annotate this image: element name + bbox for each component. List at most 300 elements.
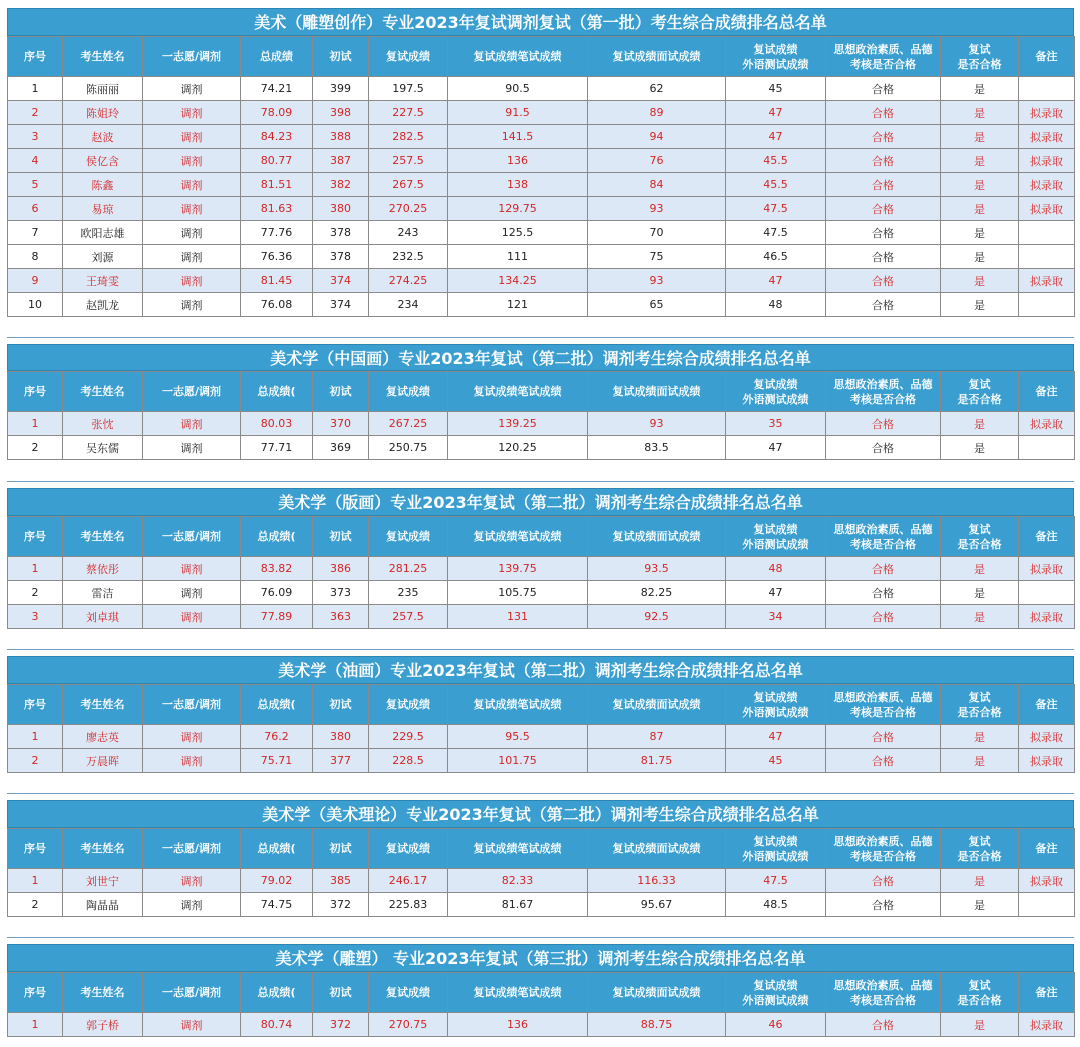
cell-col-interview: 92.5 — [588, 605, 726, 629]
cell-col-political: 合格 — [826, 1013, 941, 1037]
cell-col-total: 79.02 — [241, 869, 313, 893]
header-col-prelim: 初试 — [313, 517, 369, 557]
cell-col-remark: 拟录取 — [1019, 125, 1075, 149]
cell-col-remark — [1019, 245, 1075, 269]
cell-col-choice: 调剂 — [143, 749, 241, 773]
cell-col-total: 81.45 — [241, 269, 313, 293]
cell-col-written: 82.33 — [448, 869, 588, 893]
cell-col-choice: 调剂 — [143, 581, 241, 605]
cell-col-retest: 270.25 — [369, 197, 448, 221]
cell-col-written: 105.75 — [448, 581, 588, 605]
table-row — [8, 269, 1075, 293]
header-col-name: 考生姓名 — [63, 685, 143, 725]
cell-col-political: 合格 — [826, 197, 941, 221]
cell-col-political: 合格 — [826, 101, 941, 125]
cell-col-total: 74.21 — [241, 77, 313, 101]
cell-col-written: 136 — [448, 1013, 588, 1037]
header-col-interview: 复试成绩面试成绩 — [588, 517, 726, 557]
cell-col-language: 35 — [726, 412, 826, 436]
cell-col-seq: 10 — [8, 293, 63, 317]
cell-col-total: 76.2 — [241, 725, 313, 749]
cell-col-total: 77.89 — [241, 605, 313, 629]
table-row — [8, 869, 1075, 893]
header-col-name: 考生姓名 — [63, 973, 143, 1013]
table-row — [8, 436, 1075, 460]
cell-col-prelim: 398 — [313, 101, 369, 125]
header-col-total: 总成绩( — [241, 372, 313, 412]
cell-col-interview: 75 — [588, 245, 726, 269]
cell-col-pass: 是 — [941, 293, 1019, 317]
cell-col-pass: 是 — [941, 605, 1019, 629]
table-header-row — [8, 973, 1075, 1013]
score-section-5 — [7, 800, 1074, 917]
cell-col-total: 76.36 — [241, 245, 313, 269]
table-row — [8, 293, 1075, 317]
cell-col-name: 陶晶晶 — [63, 893, 143, 917]
score-section-4 — [7, 656, 1074, 773]
header-col-prelim: 初试 — [313, 973, 369, 1013]
cell-col-total: 78.09 — [241, 101, 313, 125]
table-row — [8, 749, 1075, 773]
cell-col-remark — [1019, 893, 1075, 917]
cell-col-choice: 调剂 — [143, 125, 241, 149]
cell-col-political: 合格 — [826, 149, 941, 173]
header-col-choice: 一志愿/调剂 — [143, 829, 241, 869]
cell-col-retest: 282.5 — [369, 125, 448, 149]
header-col-total: 总成绩 — [241, 37, 313, 77]
cell-col-remark: 拟录取 — [1019, 197, 1075, 221]
cell-col-name: 王琦雯 — [63, 269, 143, 293]
table-row — [8, 125, 1075, 149]
header-col-seq: 序号 — [8, 973, 63, 1013]
cell-col-prelim: 374 — [313, 269, 369, 293]
cell-col-seq: 1 — [8, 412, 63, 436]
header-col-pass: 复试 是否合格 — [941, 973, 1019, 1013]
score-section-2 — [7, 344, 1074, 460]
cell-col-prelim: 372 — [313, 893, 369, 917]
cell-col-prelim: 386 — [313, 557, 369, 581]
header-col-choice: 一志愿/调剂 — [143, 973, 241, 1013]
cell-col-seq: 2 — [8, 581, 63, 605]
header-col-interview: 复试成绩面试成绩 — [588, 973, 726, 1013]
cell-col-name: 赵凯龙 — [63, 293, 143, 317]
cell-col-retest: 257.5 — [369, 605, 448, 629]
table-row — [8, 197, 1075, 221]
header-col-seq: 序号 — [8, 37, 63, 77]
table-row — [8, 581, 1075, 605]
cell-col-seq: 9 — [8, 269, 63, 293]
cell-col-remark: 拟录取 — [1019, 869, 1075, 893]
cell-col-written: 120.25 — [448, 436, 588, 460]
header-col-political: 思想政治素质、品德 考核是否合格 — [826, 829, 941, 869]
header-col-retest: 复试成绩 — [369, 973, 448, 1013]
cell-col-total: 80.77 — [241, 149, 313, 173]
cell-col-seq: 1 — [8, 1013, 63, 1037]
header-col-written: 复试成绩笔试成绩 — [448, 829, 588, 869]
cell-col-language: 46 — [726, 1013, 826, 1037]
cell-col-choice: 调剂 — [143, 1013, 241, 1037]
header-col-seq: 序号 — [8, 829, 63, 869]
cell-col-name: 廖志英 — [63, 725, 143, 749]
table-row — [8, 149, 1075, 173]
cell-col-name: 蔡依彤 — [63, 557, 143, 581]
cell-col-interview: 95.67 — [588, 893, 726, 917]
cell-col-interview: 70 — [588, 221, 726, 245]
header-col-retest: 复试成绩 — [369, 517, 448, 557]
header-col-remark: 备注 — [1019, 37, 1075, 77]
cell-col-retest: 243 — [369, 221, 448, 245]
header-col-written: 复试成绩笔试成绩 — [448, 372, 588, 412]
header-col-pass: 复试 是否合格 — [941, 37, 1019, 77]
cell-col-prelim: 370 — [313, 412, 369, 436]
cell-col-retest: 267.5 — [369, 173, 448, 197]
cell-col-choice: 调剂 — [143, 412, 241, 436]
cell-col-prelim: 388 — [313, 125, 369, 149]
cell-col-seq: 3 — [8, 605, 63, 629]
cell-col-remark: 拟录取 — [1019, 173, 1075, 197]
cell-col-language: 45.5 — [726, 149, 826, 173]
header-col-language: 复试成绩 外语测试成绩 — [726, 517, 826, 557]
cell-col-language: 47 — [726, 269, 826, 293]
cell-col-interview: 83.5 — [588, 436, 726, 460]
cell-col-pass: 是 — [941, 869, 1019, 893]
cell-col-prelim: 377 — [313, 749, 369, 773]
cell-col-pass: 是 — [941, 173, 1019, 197]
cell-col-prelim: 374 — [313, 293, 369, 317]
header-col-language: 复试成绩 外语测试成绩 — [726, 372, 826, 412]
cell-col-retest: 267.25 — [369, 412, 448, 436]
cell-col-political: 合格 — [826, 581, 941, 605]
cell-col-interview: 62 — [588, 77, 726, 101]
cell-col-retest: 270.75 — [369, 1013, 448, 1037]
table-row — [8, 605, 1075, 629]
cell-col-total: 76.09 — [241, 581, 313, 605]
cell-col-prelim: 399 — [313, 77, 369, 101]
cell-col-seq: 2 — [8, 101, 63, 125]
cell-col-written: 139.75 — [448, 557, 588, 581]
cell-col-prelim: 369 — [313, 436, 369, 460]
header-col-name: 考生姓名 — [63, 37, 143, 77]
cell-col-political: 合格 — [826, 749, 941, 773]
header-col-remark: 备注 — [1019, 829, 1075, 869]
cell-col-political: 合格 — [826, 245, 941, 269]
header-col-remark: 备注 — [1019, 372, 1075, 412]
section-divider — [7, 337, 1074, 338]
cell-col-language: 47 — [726, 725, 826, 749]
score-table — [7, 516, 1075, 629]
score-table — [7, 828, 1075, 917]
cell-col-retest: 246.17 — [369, 869, 448, 893]
cell-col-interview: 88.75 — [588, 1013, 726, 1037]
cell-col-name: 侯亿含 — [63, 149, 143, 173]
header-col-prelim: 初试 — [313, 829, 369, 869]
cell-col-pass: 是 — [941, 412, 1019, 436]
header-col-retest: 复试成绩 — [369, 372, 448, 412]
cell-col-prelim: 363 — [313, 605, 369, 629]
table-row — [8, 412, 1075, 436]
cell-col-written: 136 — [448, 149, 588, 173]
cell-col-name: 赵波 — [63, 125, 143, 149]
cell-col-written: 125.5 — [448, 221, 588, 245]
section-title: 美术学（美术理论）专业2023年复试（第二批）调剂考生综合成绩排名总名单 — [7, 800, 1074, 828]
table-row — [8, 101, 1075, 125]
header-col-seq: 序号 — [8, 685, 63, 725]
table-row — [8, 893, 1075, 917]
header-col-interview: 复试成绩面试成绩 — [588, 829, 726, 869]
cell-col-retest: 235 — [369, 581, 448, 605]
score-section-3 — [7, 488, 1074, 629]
cell-col-remark — [1019, 221, 1075, 245]
cell-col-seq: 8 — [8, 245, 63, 269]
header-col-written: 复试成绩笔试成绩 — [448, 37, 588, 77]
header-col-seq: 序号 — [8, 372, 63, 412]
table-row — [8, 245, 1075, 269]
cell-col-choice: 调剂 — [143, 197, 241, 221]
cell-col-interview: 89 — [588, 101, 726, 125]
cell-col-name: 张忱 — [63, 412, 143, 436]
cell-col-retest: 274.25 — [369, 269, 448, 293]
score-section-1 — [7, 8, 1074, 317]
header-col-retest: 复试成绩 — [369, 829, 448, 869]
header-col-total: 总成绩( — [241, 517, 313, 557]
cell-col-language: 47 — [726, 581, 826, 605]
header-col-prelim: 初试 — [313, 372, 369, 412]
cell-col-name: 郭子桥 — [63, 1013, 143, 1037]
cell-col-written: 90.5 — [448, 77, 588, 101]
cell-col-total: 80.74 — [241, 1013, 313, 1037]
cell-col-remark: 拟录取 — [1019, 725, 1075, 749]
cell-col-choice: 调剂 — [143, 221, 241, 245]
cell-col-interview: 65 — [588, 293, 726, 317]
cell-col-pass: 是 — [941, 125, 1019, 149]
header-col-remark: 备注 — [1019, 517, 1075, 557]
cell-col-prelim: 373 — [313, 581, 369, 605]
header-col-pass: 复试 是否合格 — [941, 685, 1019, 725]
section-divider — [7, 481, 1074, 482]
cell-col-choice: 调剂 — [143, 605, 241, 629]
cell-col-name: 刘卓琪 — [63, 605, 143, 629]
cell-col-total: 77.71 — [241, 436, 313, 460]
cell-col-total: 74.75 — [241, 893, 313, 917]
cell-col-remark: 拟录取 — [1019, 412, 1075, 436]
cell-col-written: 141.5 — [448, 125, 588, 149]
cell-col-political: 合格 — [826, 293, 941, 317]
cell-col-choice: 调剂 — [143, 269, 241, 293]
header-col-political: 思想政治素质、品德 考核是否合格 — [826, 685, 941, 725]
cell-col-interview: 82.25 — [588, 581, 726, 605]
cell-col-language: 47.5 — [726, 221, 826, 245]
cell-col-retest: 250.75 — [369, 436, 448, 460]
cell-col-political: 合格 — [826, 412, 941, 436]
cell-col-choice: 调剂 — [143, 725, 241, 749]
cell-col-language: 47.5 — [726, 869, 826, 893]
cell-col-seq: 4 — [8, 149, 63, 173]
cell-col-political: 合格 — [826, 173, 941, 197]
table-header-row — [8, 37, 1075, 77]
cell-col-language: 34 — [726, 605, 826, 629]
cell-col-political: 合格 — [826, 725, 941, 749]
cell-col-seq: 6 — [8, 197, 63, 221]
cell-col-written: 131 — [448, 605, 588, 629]
score-table — [7, 684, 1075, 773]
cell-col-prelim: 380 — [313, 725, 369, 749]
cell-col-written: 138 — [448, 173, 588, 197]
cell-col-political: 合格 — [826, 869, 941, 893]
cell-col-name: 吴东儒 — [63, 436, 143, 460]
section-title: 美术学（油画）专业2023年复试（第二批）调剂考生综合成绩排名总名单 — [7, 656, 1074, 684]
cell-col-choice: 调剂 — [143, 77, 241, 101]
cell-col-pass: 是 — [941, 197, 1019, 221]
header-col-interview: 复试成绩面试成绩 — [588, 372, 726, 412]
cell-col-political: 合格 — [826, 436, 941, 460]
section-title: 美术（雕塑创作）专业2023年复试调剂复试（第一批）考生综合成绩排名总名单 — [7, 8, 1074, 36]
cell-col-written: 91.5 — [448, 101, 588, 125]
cell-col-choice: 调剂 — [143, 173, 241, 197]
header-col-remark: 备注 — [1019, 685, 1075, 725]
cell-col-language: 45 — [726, 77, 826, 101]
cell-col-political: 合格 — [826, 221, 941, 245]
cell-col-political: 合格 — [826, 77, 941, 101]
cell-col-interview: 93.5 — [588, 557, 726, 581]
cell-col-prelim: 385 — [313, 869, 369, 893]
table-header-row — [8, 372, 1075, 412]
cell-col-pass: 是 — [941, 245, 1019, 269]
cell-col-name: 陈丽丽 — [63, 77, 143, 101]
cell-col-remark: 拟录取 — [1019, 749, 1075, 773]
header-col-written: 复试成绩笔试成绩 — [448, 685, 588, 725]
header-col-pass: 复试 是否合格 — [941, 829, 1019, 869]
cell-col-written: 129.75 — [448, 197, 588, 221]
cell-col-interview: 76 — [588, 149, 726, 173]
score-table — [7, 36, 1075, 317]
cell-col-remark: 拟录取 — [1019, 557, 1075, 581]
cell-col-remark — [1019, 436, 1075, 460]
cell-col-retest: 232.5 — [369, 245, 448, 269]
cell-col-seq: 7 — [8, 221, 63, 245]
cell-col-prelim: 372 — [313, 1013, 369, 1037]
cell-col-interview: 87 — [588, 725, 726, 749]
cell-col-interview: 116.33 — [588, 869, 726, 893]
cell-col-written: 111 — [448, 245, 588, 269]
cell-col-pass: 是 — [941, 269, 1019, 293]
header-col-political: 思想政治素质、品德 考核是否合格 — [826, 517, 941, 557]
cell-col-language: 45.5 — [726, 173, 826, 197]
cell-col-remark — [1019, 293, 1075, 317]
cell-col-language: 47.5 — [726, 197, 826, 221]
cell-col-total: 77.76 — [241, 221, 313, 245]
cell-col-political: 合格 — [826, 125, 941, 149]
cell-col-written: 134.25 — [448, 269, 588, 293]
cell-col-choice: 调剂 — [143, 893, 241, 917]
cell-col-interview: 93 — [588, 269, 726, 293]
cell-col-total: 81.51 — [241, 173, 313, 197]
cell-col-retest: 225.83 — [369, 893, 448, 917]
header-col-written: 复试成绩笔试成绩 — [448, 517, 588, 557]
header-col-language: 复试成绩 外语测试成绩 — [726, 973, 826, 1013]
cell-col-language: 47 — [726, 125, 826, 149]
cell-col-total: 75.71 — [241, 749, 313, 773]
table-row — [8, 221, 1075, 245]
table-row — [8, 1013, 1075, 1037]
cell-col-name: 万晨晖 — [63, 749, 143, 773]
cell-col-language: 45 — [726, 749, 826, 773]
header-col-pass: 复试 是否合格 — [941, 372, 1019, 412]
header-col-choice: 一志愿/调剂 — [143, 685, 241, 725]
header-col-political: 思想政治素质、品德 考核是否合格 — [826, 37, 941, 77]
cell-col-total: 84.23 — [241, 125, 313, 149]
table-header-row — [8, 685, 1075, 725]
cell-col-language: 46.5 — [726, 245, 826, 269]
header-col-language: 复试成绩 外语测试成绩 — [726, 829, 826, 869]
cell-col-choice: 调剂 — [143, 436, 241, 460]
cell-col-retest: 257.5 — [369, 149, 448, 173]
table-row — [8, 557, 1075, 581]
cell-col-language: 48 — [726, 293, 826, 317]
section-divider — [7, 937, 1074, 938]
cell-col-political: 合格 — [826, 893, 941, 917]
header-col-name: 考生姓名 — [63, 372, 143, 412]
header-col-remark: 备注 — [1019, 973, 1075, 1013]
cell-col-name: 陈姐玲 — [63, 101, 143, 125]
cell-col-remark: 拟录取 — [1019, 605, 1075, 629]
cell-col-name: 欧阳志雄 — [63, 221, 143, 245]
cell-col-remark: 拟录取 — [1019, 149, 1075, 173]
cell-col-language: 48 — [726, 557, 826, 581]
cell-col-retest: 228.5 — [369, 749, 448, 773]
cell-col-seq: 1 — [8, 557, 63, 581]
cell-col-pass: 是 — [941, 101, 1019, 125]
cell-col-prelim: 380 — [313, 197, 369, 221]
cell-col-seq: 5 — [8, 173, 63, 197]
cell-col-prelim: 378 — [313, 245, 369, 269]
cell-col-seq: 2 — [8, 893, 63, 917]
cell-col-total: 81.63 — [241, 197, 313, 221]
score-section-6 — [7, 944, 1074, 1037]
cell-col-remark: 拟录取 — [1019, 269, 1075, 293]
cell-col-choice: 调剂 — [143, 557, 241, 581]
header-col-written: 复试成绩笔试成绩 — [448, 973, 588, 1013]
header-col-language: 复试成绩 外语测试成绩 — [726, 37, 826, 77]
cell-col-language: 47 — [726, 101, 826, 125]
cell-col-name: 陈鑫 — [63, 173, 143, 197]
section-title: 美术学（版画）专业2023年复试（第二批）调剂考生综合成绩排名总名单 — [7, 488, 1074, 516]
cell-col-pass: 是 — [941, 893, 1019, 917]
header-col-prelim: 初试 — [313, 37, 369, 77]
cell-col-prelim: 387 — [313, 149, 369, 173]
table-header-row — [8, 517, 1075, 557]
section-title: 美术学（雕塑） 专业2023年复试（第三批）调剂考生综合成绩排名总名单 — [7, 944, 1074, 972]
cell-col-name: 易琼 — [63, 197, 143, 221]
header-col-total: 总成绩( — [241, 973, 313, 1013]
cell-col-choice: 调剂 — [143, 245, 241, 269]
cell-col-pass: 是 — [941, 557, 1019, 581]
cell-col-retest: 197.5 — [369, 77, 448, 101]
cell-col-name: 雷洁 — [63, 581, 143, 605]
cell-col-interview: 84 — [588, 173, 726, 197]
cell-col-pass: 是 — [941, 749, 1019, 773]
cell-col-pass: 是 — [941, 436, 1019, 460]
cell-col-written: 101.75 — [448, 749, 588, 773]
cell-col-seq: 1 — [8, 725, 63, 749]
cell-col-interview: 93 — [588, 197, 726, 221]
header-col-name: 考生姓名 — [63, 517, 143, 557]
cell-col-total: 83.82 — [241, 557, 313, 581]
cell-col-written: 95.5 — [448, 725, 588, 749]
cell-col-choice: 调剂 — [143, 293, 241, 317]
cell-col-name: 刘世宁 — [63, 869, 143, 893]
cell-col-seq: 2 — [8, 436, 63, 460]
cell-col-retest: 227.5 — [369, 101, 448, 125]
